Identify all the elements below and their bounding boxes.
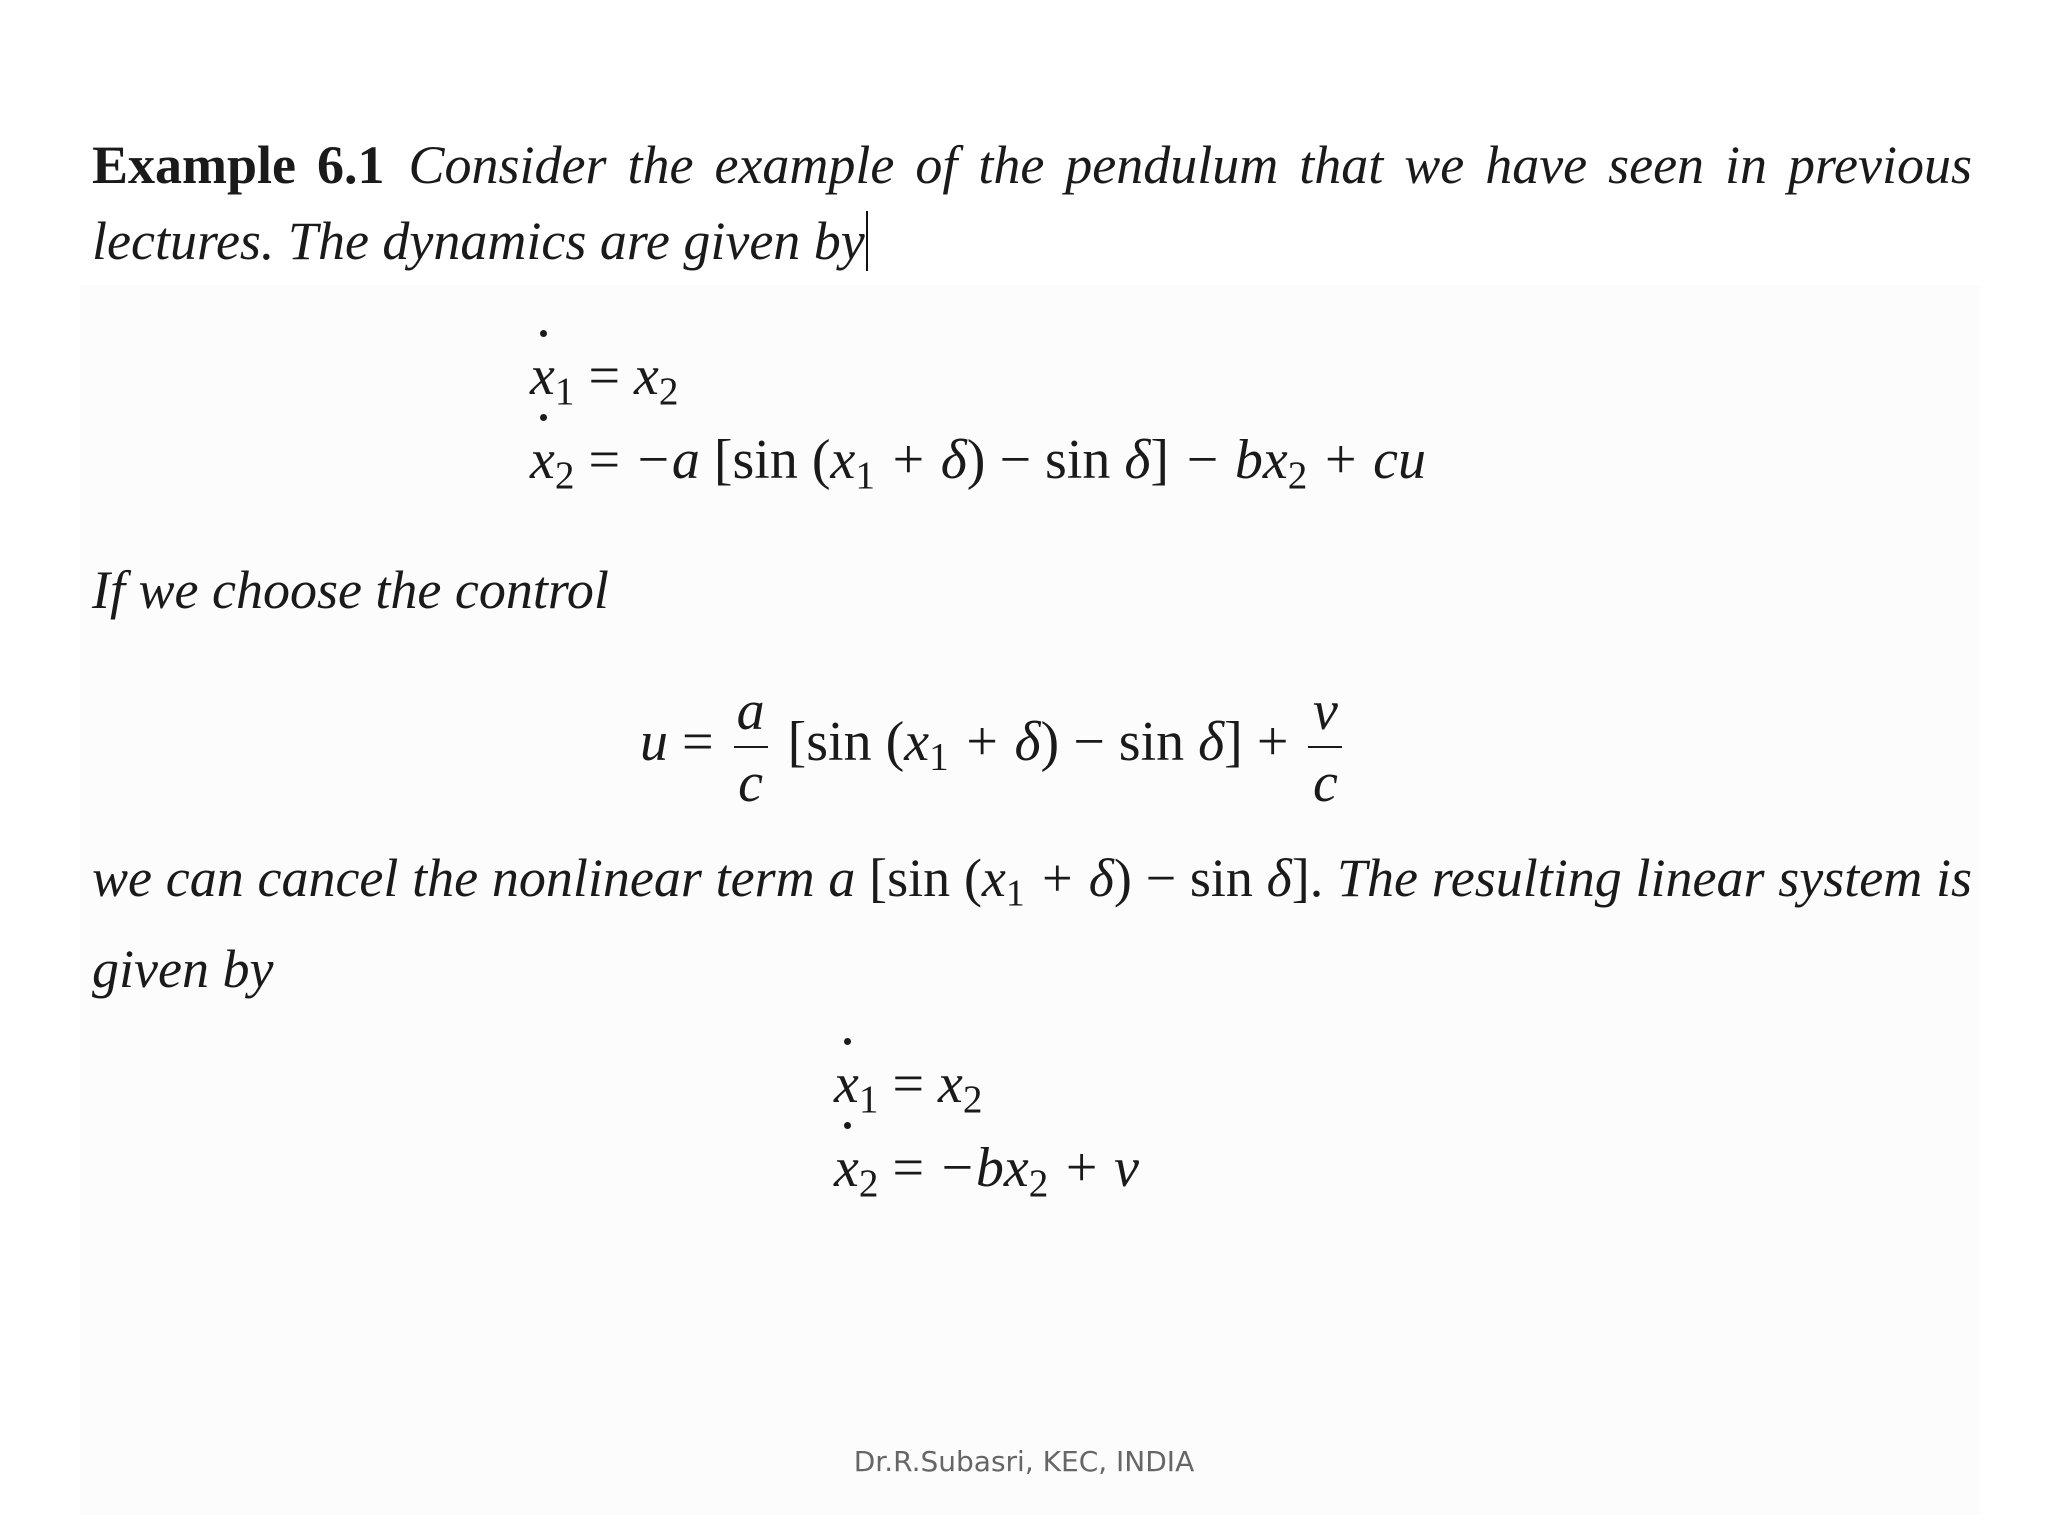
fraction-a-over-c: $\frac{a}{c}$ <box>734 680 768 814</box>
control-text: If we choose the control <box>92 560 609 620</box>
cancel-paragraph: we can cancel the nonlinear term a [sin $(x_1 + \delta) - \sin \delta$]. The resulting linear system is given by <box>92 848 1973 1000</box>
system2-equation-1: $x_1 = x_2$ <box>834 1042 983 1142</box>
fraction-v-over-c: $\frac{v}{c}$ <box>1308 680 1342 814</box>
system1-equation-1: $x_1 = x_2$ <box>530 334 679 434</box>
system1-equation-2: $x_2 = -a$ [sin $(x_1 + \delta) - \sin \delta] - bx_2$ + cu <box>530 418 1426 518</box>
footer-credit: Dr.R.Subasri, KEC, INDIA <box>853 1445 1195 1478</box>
text-cursor <box>866 211 868 271</box>
control-paragraph <box>92 552 1972 628</box>
example-intro-text: Consider the example of the pendulum that we have seen in previous lectures. The dynamics are given by <box>92 135 1972 271</box>
example-intro-paragraph <box>92 127 1972 279</box>
example-heading: Example 6.1 <box>92 135 385 195</box>
xdot-2: x <box>530 418 555 502</box>
system2-equation-2: $x_2 = -bx_2 + v$ <box>834 1126 1139 1226</box>
control-equation: u = $\frac{a}{c}$ [sin $(x_1 + \delta) - \sin \delta$] + $\frac{v}{c}$ <box>640 680 1348 814</box>
xdot-1: x <box>530 334 555 418</box>
